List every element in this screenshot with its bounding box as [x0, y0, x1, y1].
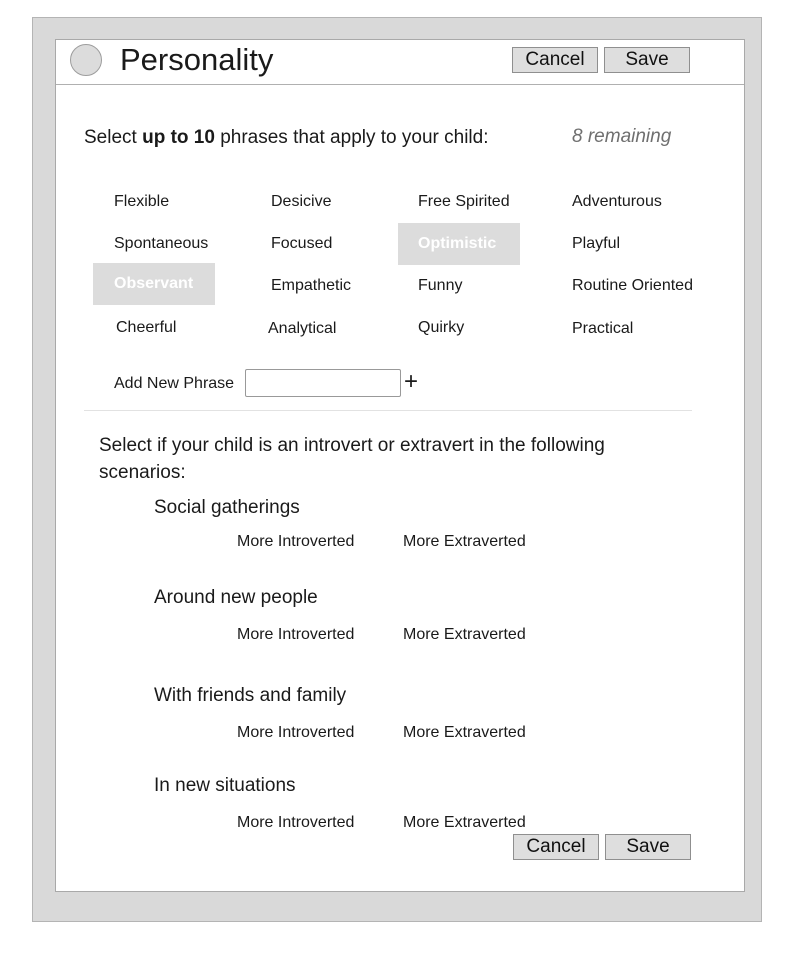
phrase-chip[interactable]: Empathetic: [271, 277, 352, 294]
add-phrase-input[interactable]: [245, 369, 401, 397]
header-cancel-button[interactable]: Cancel: [512, 47, 598, 73]
add-phrase-label: Add New Phrase: [114, 375, 235, 392]
more-extraverted-option[interactable]: More Extraverted: [403, 814, 526, 831]
page-title: Personality: [120, 42, 274, 77]
phrase-chip[interactable]: Cheerful: [116, 319, 177, 336]
more-extraverted-option[interactable]: More Extraverted: [403, 626, 526, 643]
phrase-chip[interactable]: Funny: [418, 277, 463, 294]
more-extraverted-option[interactable]: More Extraverted: [403, 724, 526, 741]
phrase-chip[interactable]: Free Spirited: [418, 193, 510, 210]
more-introverted-option[interactable]: More Introverted: [237, 626, 355, 643]
phrase-chip[interactable]: Desicive: [271, 193, 332, 210]
phrase-chip[interactable]: Spontaneous: [114, 235, 209, 252]
avatar: [70, 44, 102, 76]
instruction-suffix: phrases that apply to your child:: [214, 127, 489, 148]
footer-cancel-button[interactable]: Cancel: [513, 834, 599, 860]
remaining-count: 8 remaining: [572, 126, 672, 147]
instruction-prefix: Select: [84, 127, 143, 148]
phrase-chip[interactable]: Adventurous: [572, 193, 662, 210]
scenario-title: In new situations: [154, 775, 296, 796]
phrase-chip[interactable]: Focused: [271, 235, 333, 252]
phrase-chip[interactable]: Flexible: [114, 193, 170, 210]
more-extraverted-option[interactable]: More Extraverted: [403, 533, 526, 550]
scenario-title: Around new people: [154, 587, 318, 608]
phrase-chip[interactable]: Routine Oriented: [572, 277, 693, 294]
phrase-chip-selected[interactable]: Optimistic: [398, 223, 520, 265]
more-introverted-option[interactable]: More Introverted: [237, 533, 355, 550]
phrase-chip[interactable]: Analytical: [268, 320, 337, 337]
scenarios-prompt: Select if your child is an introvert or extravert in the following scenarios:: [99, 435, 605, 483]
phrase-chip[interactable]: Playful: [572, 235, 621, 252]
scenario-title: Social gatherings: [154, 497, 300, 518]
more-introverted-option[interactable]: More Introverted: [237, 814, 355, 831]
phrase-chip[interactable]: Quirky: [418, 319, 465, 336]
phrase-chip[interactable]: Practical: [572, 320, 634, 337]
header-divider: [56, 84, 744, 85]
plus-icon[interactable]: +: [404, 368, 419, 395]
instruction-limit: up to 10: [142, 127, 215, 148]
footer-save-button[interactable]: Save: [605, 834, 691, 860]
section-divider: [84, 410, 692, 411]
more-introverted-option[interactable]: More Introverted: [237, 724, 355, 741]
phrases-instruction: [84, 125, 488, 151]
phrase-chip-selected[interactable]: Observant: [93, 263, 215, 305]
scenario-title: With friends and family: [154, 685, 347, 706]
header-save-button[interactable]: Save: [604, 47, 690, 73]
